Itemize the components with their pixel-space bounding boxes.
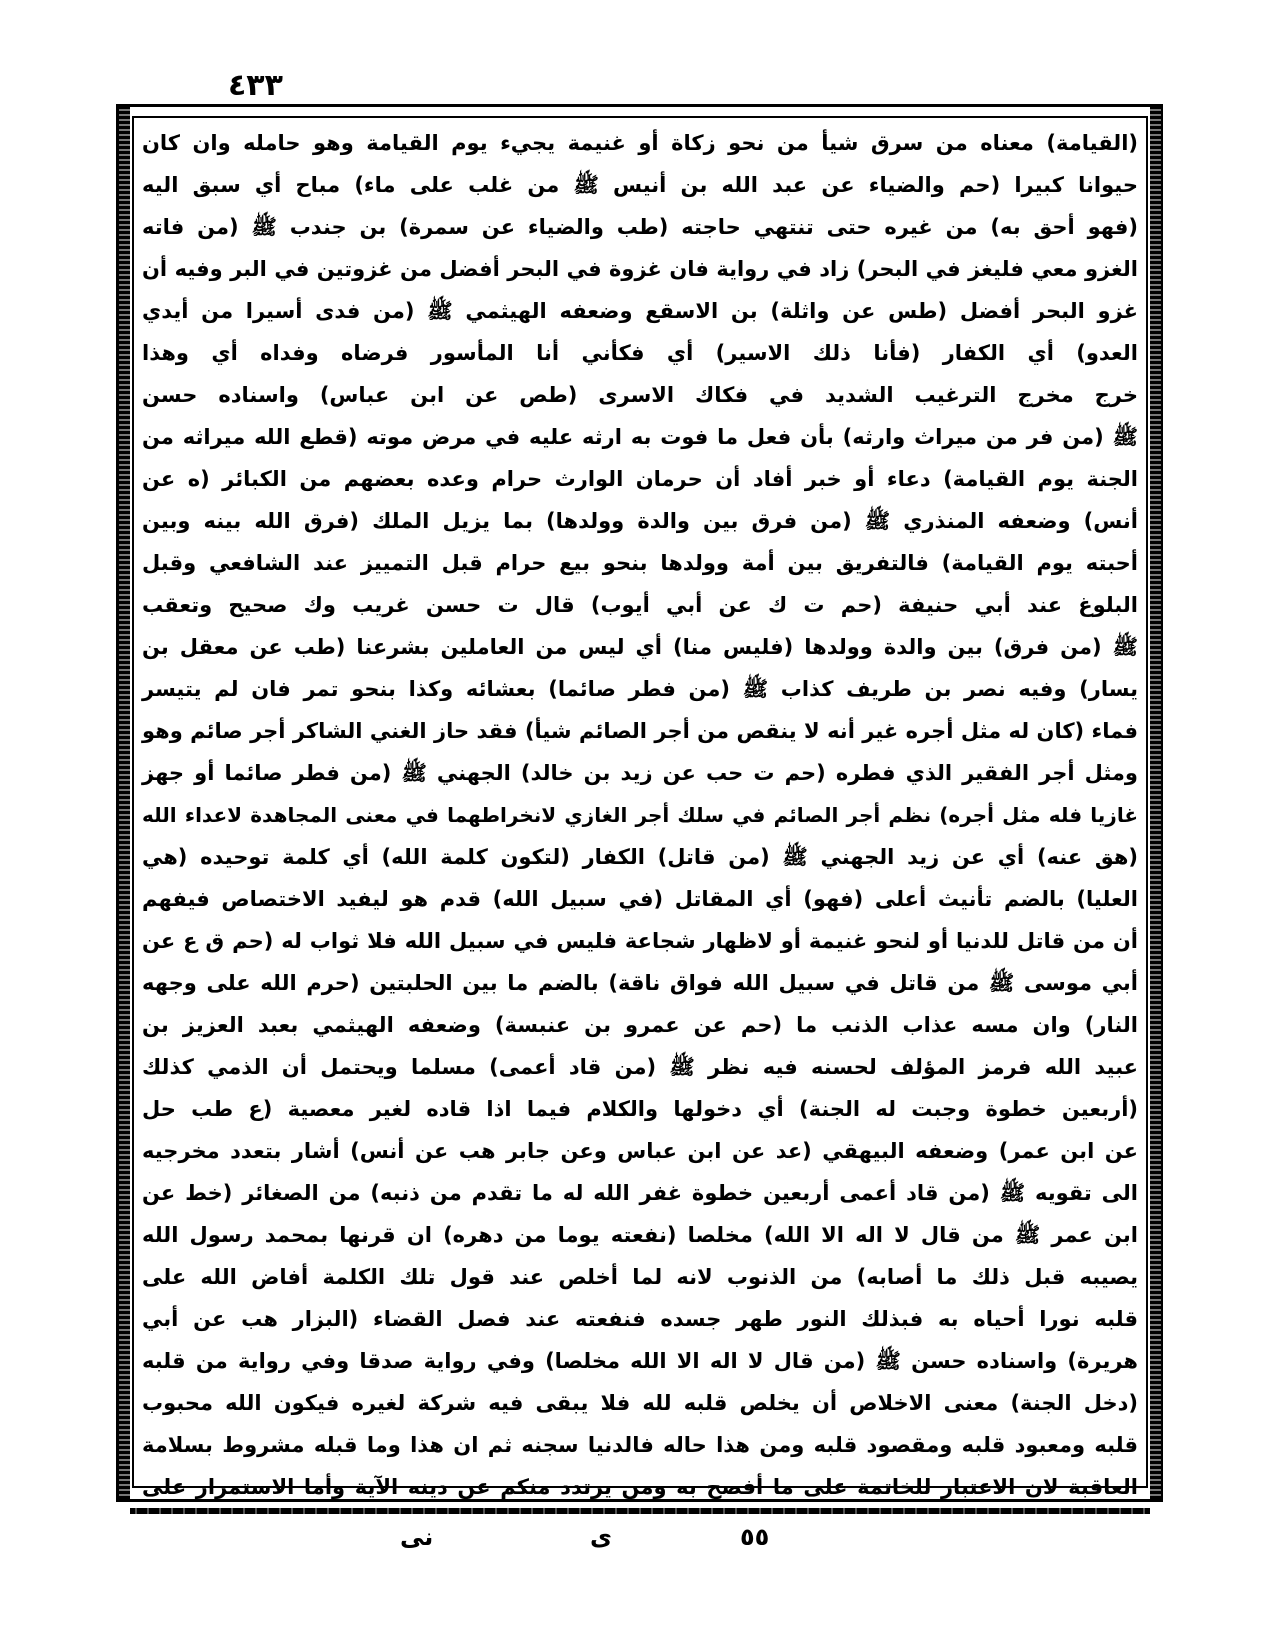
signature-marks [380,1520,840,1554]
text-line: غازيا فله مثل أجره) نظم أجر الصائم في سلك أجر الغازي لانخراطهما في معنى المجاهدة لاعداء الله [142,803,1138,827]
text-line: العاقبة لان الاعتبار للخاتمة على ما أفصح به ومن يرتدد منكم عن دينه الآية وأما الاستمرار على [142,1475,1138,1499]
text-line: (هق عنه) أي عن زيد الجهني ﷺ (من قاتل) الكفار (لتكون كلمة الله) أي كلمة توحيده (هي [142,845,1138,869]
text-line: أبي موسى ﷺ من قاتل في سبيل الله فواق ناقة) بالضم ما بين الحلبتين (حرم الله على وجهه [142,971,1138,995]
text-line: (فهو أحق به) من غيره حتى تنتهي حاجته (طب والضياء عن سمرة) بن جندب ﷺ (من فاته [142,215,1138,239]
signature-mark: ى [590,1523,612,1551]
page-number: ٤٣٣ [228,68,283,103]
text-line: الغزو معي فليغز في البحر) زاد في رواية فان غزوة في البحر أفضل من غزوتين في البر وفيه أن [142,257,1138,281]
frame-border-right [1150,107,1161,1499]
body-text [142,122,1138,1499]
text-line: قلبه ومعبود قلبه ومقصود قلبه ومن هذا حاله فالدنيا سجنه ثم ان هذا وما قبله مشروط بسلامة [142,1433,1138,1457]
text-line: عبيد الله فرمز المؤلف لحسنه فيه نظر ﷺ (من قاد أعمى) مسلما ويحتمل أن الذمي كذلك [142,1055,1138,1079]
text-line: يسار) وفيه نصر بن طريف كذاب ﷺ (من فطر صائما) بعشائه وكذا بنحو تمر فان لم يتيسر [142,677,1138,701]
frame-border-left [119,107,130,1499]
text-line: حيوانا كبيرا (حم والضياء عن عبد الله بن أنيس ﷺ من غلب على ماء) مباح أي سبق اليه [142,173,1138,197]
text-line: (دخل الجنة) معنى الاخلاص أن يخلص قلبه لله فلا يبقى فيه شركة لغيره فيكون الله محبوب [142,1391,1138,1415]
text-line: خرج مخرج الترغيب الشديد في فكاك الاسرى (طص عن ابن عباس) واسناده حسن [142,383,1138,407]
text-line: ﷺ (من فر من ميراث وارثه) بأن فعل ما فوت به ارثه عليه في مرض موته (قطع الله ميراثه من [142,425,1138,449]
text-line: العدو) أي الكفار (فأنا ذلك الاسير) أي فكأني أنا المأسور فرضاه وفداه أي وهذا [142,341,1138,365]
text-line: يصيبه قبل ذلك ما أصابه) من الذنوب لانه لما أخلص عند قول تلك الكلمة أفاض الله على [142,1265,1138,1289]
text-line: فماء (كان له مثل أجره غير أنه لا ينقص من أجر الصائم شيأ) فقد حاز الغني الشاكر أجر صائم وهو [142,719,1138,743]
text-line: البلوغ عند أبي حنيفة (حم ت ك عن أبي أيوب) قال ت حسن غريب وك صحيح وتعقب [142,593,1138,617]
text-line: عن ابن عمر) وضعفه البيهقي (عد عن ابن عباس وعن جابر هب عن أنس) أشار بتعدد مخرجيه [142,1139,1138,1163]
text-line: النار) وان مسه عذاب الذنب ما (حم عن عمرو بن عنبسة) وضعفه الهيثمي بعبد العزيز بن [142,1013,1138,1037]
text-line: قلبه نورا أحياه به فبذلك النور طهر جسده فنفعته عند فصل القضاء (البزار هب عن أبي [142,1307,1138,1331]
text-line: (أربعين خطوة وجبت له الجنة) أي دخولها والكلام فيما اذا قاده لغير معصية (ع طب حل [142,1097,1138,1121]
text-line: أحبته يوم القيامة) فالتفريق بين أمة وولدها بنحو بيع حرام قبل التمييز عند الشافعي وقبل [142,551,1138,575]
text-line: أن من قاتل للدنيا أو لنحو غنيمة أو لاظهار شجاعة فليس في سبيل الله فلا ثواب له (حم ق ع عن [142,929,1138,953]
text-line: غزو البحر أفضل (طس عن واثلة) بن الاسقع وضعفه الهيثمي ﷺ (من فدى أسيرا من أيدي [142,299,1138,323]
text-line: هريرة) واسناده حسن ﷺ (من قال لا اله الا الله مخلصا) وفي رواية صدقا وفي رواية من قلبه [142,1349,1138,1373]
text-line: ومثل أجر الفقير الذي فطره (حم ت حب عن زيد بن خالد) الجهني ﷺ (من فطر صائما أو جهز [142,761,1138,785]
text-line: الى تقويه ﷺ (من قاد أعمى أربعين خطوة غفر الله له ما تقدم من ذنبه) من الصغائر (خط عن [142,1181,1138,1205]
bottom-rule [130,1508,1150,1514]
text-line: أنس) وضعفه المنذري ﷺ (من فرق بين والدة وولدها) بما يزيل الملك (فرق الله بينه وبين [142,509,1138,533]
text-line: ابن عمر ﷺ من قال لا اله الا الله) مخلصا (نفعته يوما من دهره) ان قرنها بمحمد رسول الله [142,1223,1138,1247]
text-line: العليا) بالضم تأنيث أعلى (فهو) أي المقاتل (في سبيل الله) قدم هو ليفيد الاختصاص فيفهم [142,887,1138,911]
text-line: (القيامة) معناه من سرق شيأ من نحو زكاة أو غنيمة يجيء يوم القيامة وهو حامله وان كان [142,131,1138,155]
signature-mark: ٥٥ [740,1523,770,1551]
signature-mark: نى [400,1523,434,1551]
text-line: ﷺ (من فرق) بين والدة وولدها (فليس منا) أي ليس من العاملين بشرعنا (طب عن معقل بن [142,635,1138,659]
text-line: الجنة يوم القيامة) دعاء أو خبر أفاد أن حرمان الوارث حرام وعده بعضهم من الكبائر (ه عن [142,467,1138,491]
